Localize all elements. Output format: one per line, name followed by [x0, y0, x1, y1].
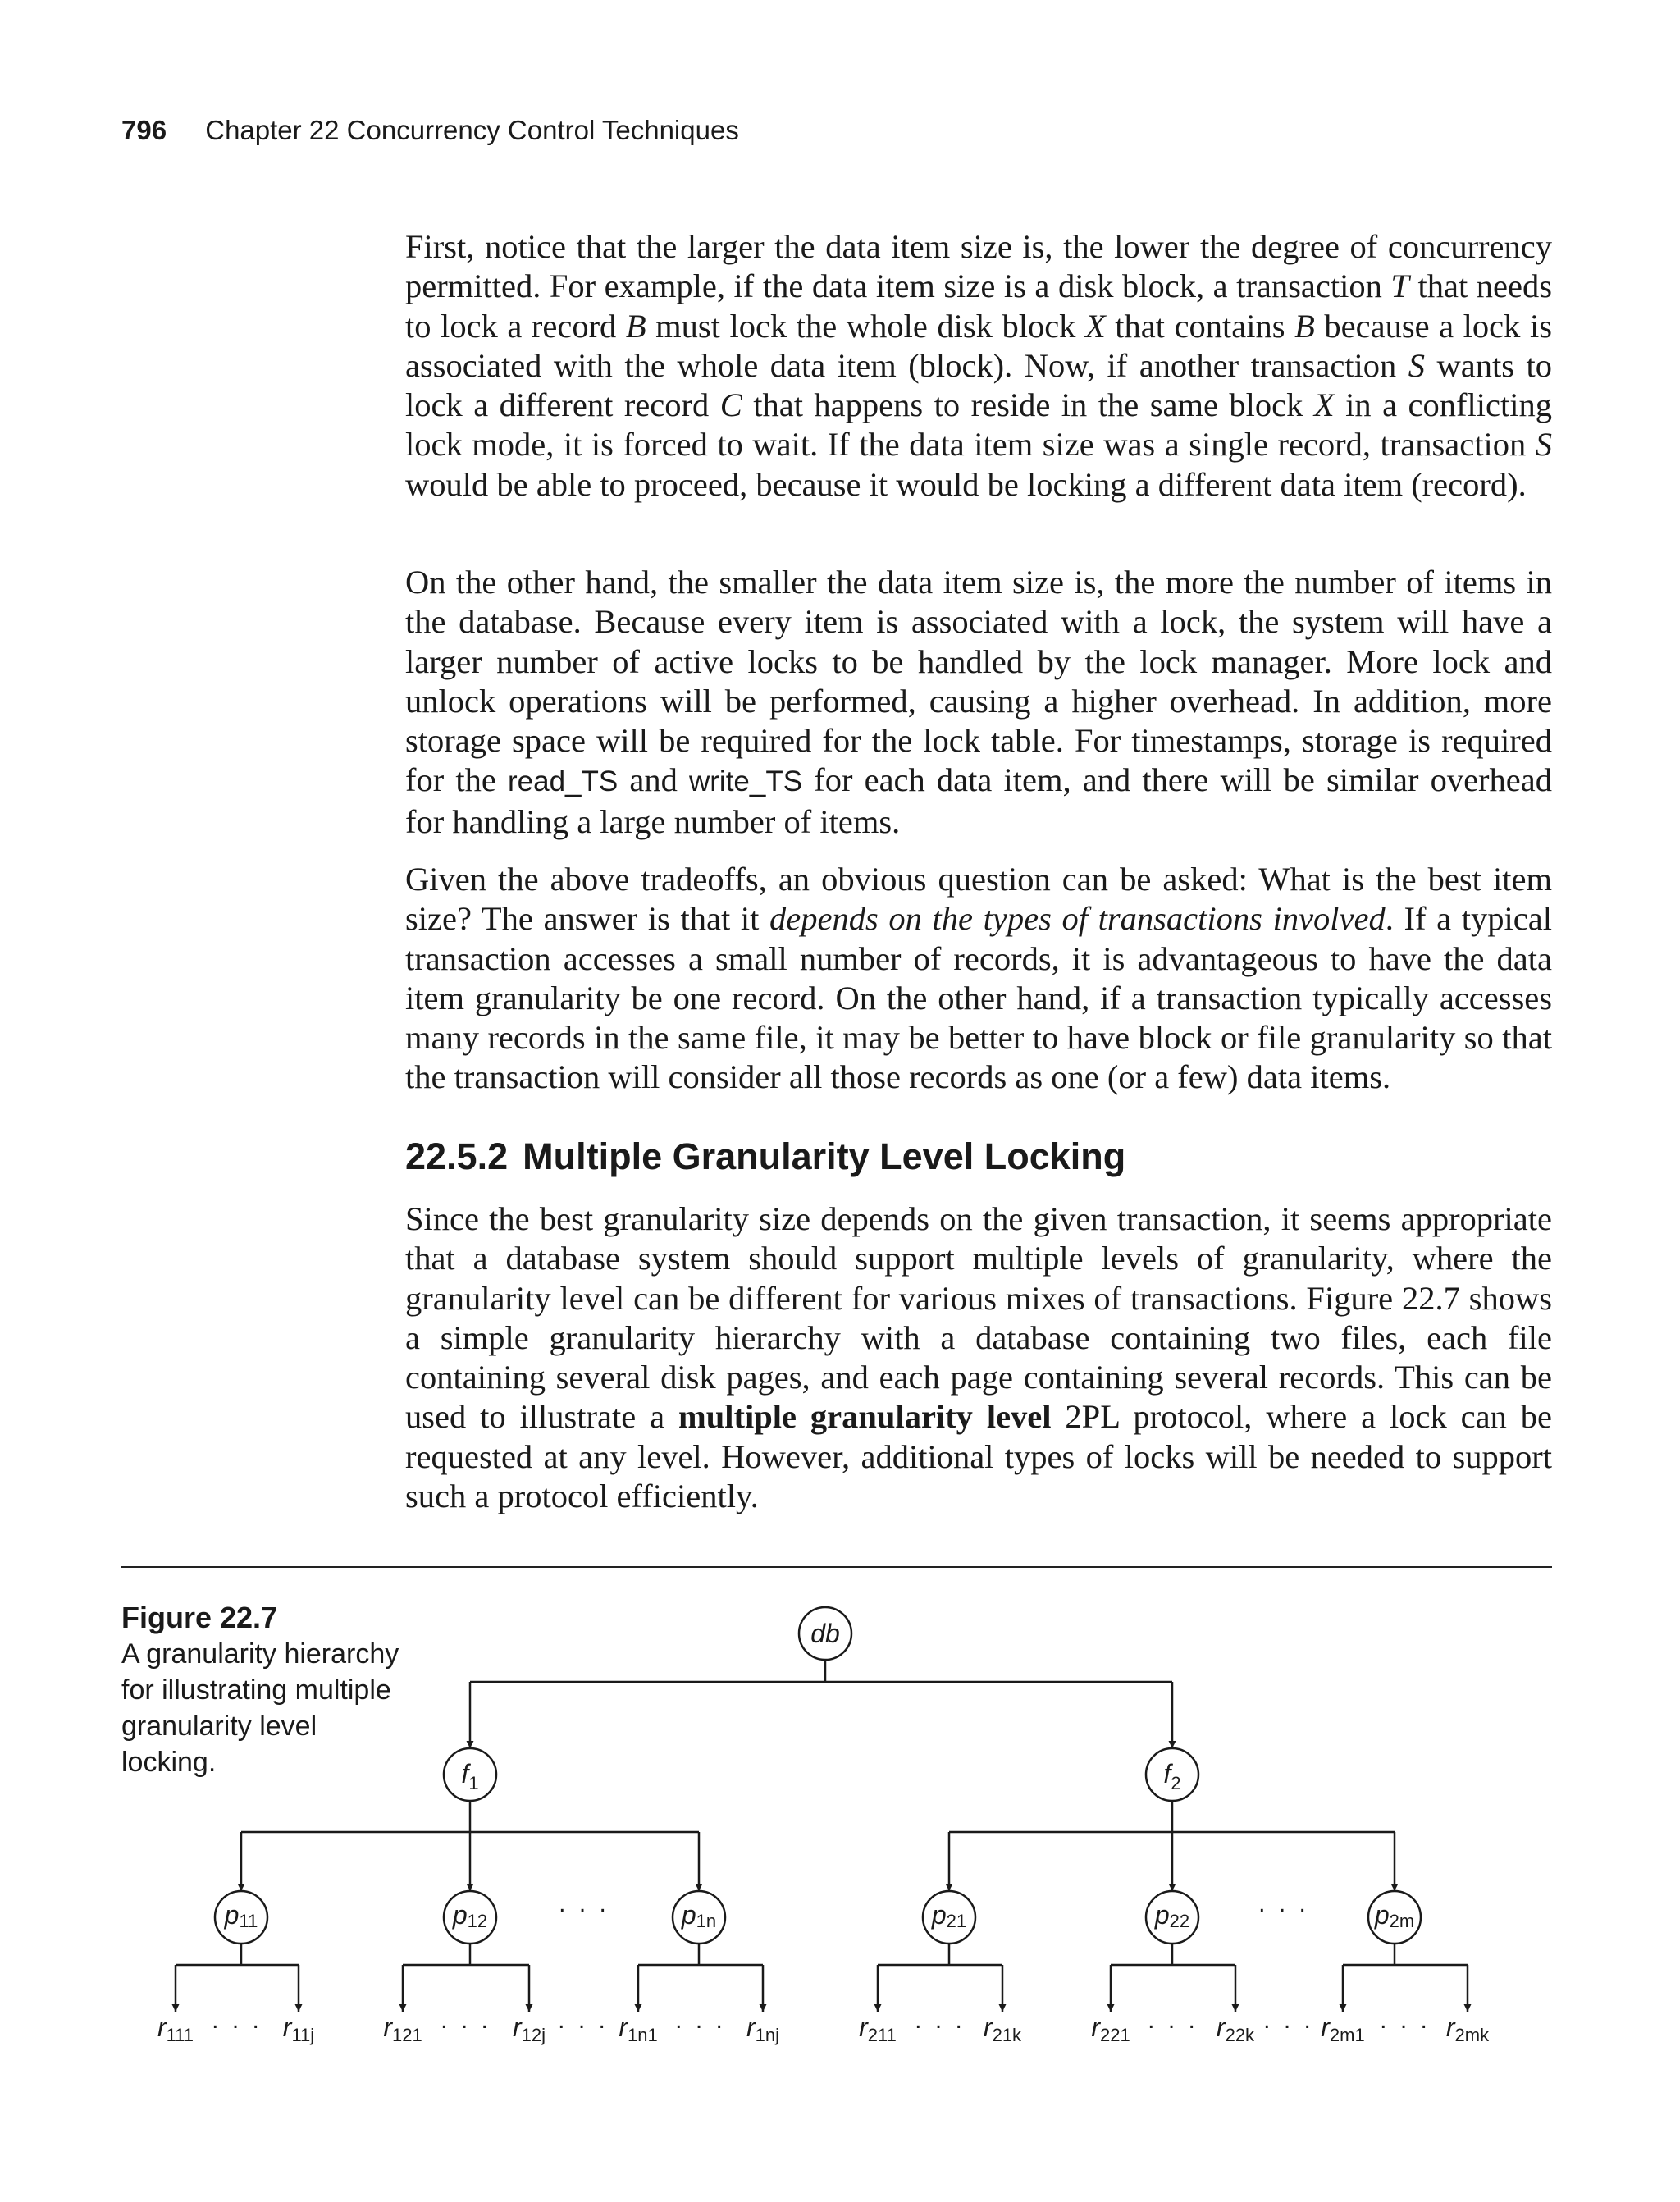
emphasis: depends on the types of transactions involved — [769, 900, 1386, 938]
label-r221: r221 — [1091, 2012, 1130, 2045]
text-run: must lock the whole disk block — [646, 307, 1085, 345]
text-run: that contains — [1105, 307, 1295, 345]
code-read-ts: read_TS — [507, 765, 619, 798]
label-r211: r211 — [859, 2012, 897, 2045]
ellipsis-pages-f2: . . . — [1258, 1890, 1309, 1917]
var-b: B — [1294, 307, 1315, 345]
label-r1n1: r1n1 — [619, 2012, 658, 2045]
var-c: C — [719, 386, 742, 424]
ellipsis-records: . . . — [1148, 2007, 1198, 2034]
text-run: 2PL protocol, where a lock can be requested at any level. However, additional types of locks will be needed to support such a protocol efficiently. — [405, 1398, 1552, 1515]
label-r2mk: r2mk — [1445, 2012, 1490, 2045]
ellipsis-pages-f1: . . . — [559, 1890, 609, 1917]
text-run: and — [618, 761, 689, 799]
label-r121: r121 — [383, 2012, 422, 2045]
var-b: B — [625, 307, 646, 345]
ellipsis-records: . . . — [558, 2007, 609, 2034]
page-number: 796 — [121, 115, 167, 145]
text-run: Since the best granularity size depends on the given transaction, it seems appropriate that a database system should support multiple levels of granularity, where the granularity level can be different for various mixes of transactions. Figure 22.7 shows a simple granularity hierarchy with a database containing two files, each file containing several disk pages, and each page containing several records. This can be used to illustrate a — [405, 1200, 1552, 1436]
bold-term: multiple granularity level — [678, 1398, 1052, 1436]
section-title: Multiple Granularity Level Locking — [523, 1135, 1126, 1177]
label-p21: p21 — [931, 1900, 967, 1931]
ellipsis-records: . . . — [212, 2007, 262, 2034]
text-run: wants to lock a different record — [405, 346, 1552, 424]
label-p11: p11 — [224, 1900, 258, 1931]
section-number: 22.5.2 — [405, 1135, 509, 1177]
label-p1n: p1n — [681, 1900, 717, 1931]
ellipsis-records: . . . — [675, 2007, 726, 2034]
label-r2m1: r2m1 — [1321, 2012, 1365, 2045]
var-x: X — [1313, 386, 1335, 424]
var-x: X — [1084, 307, 1106, 345]
text-run: in a conflicting lock mode, it is forced to wait. If the data item size was a single record, transaction — [405, 386, 1552, 464]
ellipsis-records: . . . — [1263, 2007, 1314, 2034]
var-s: S — [1535, 426, 1552, 464]
ellipsis-records: . . . — [441, 2007, 491, 2034]
figure-description: A granularity hierarchy for illustrating multiple granularity level locking. — [121, 1638, 399, 1778]
ellipsis-records: . . . — [1380, 2007, 1431, 2034]
label-db: db — [810, 1619, 840, 1648]
label-r1nj: r1nj — [746, 2012, 780, 2045]
label-p22: p22 — [1154, 1900, 1190, 1931]
label-p12: p12 — [452, 1900, 488, 1931]
text-run: for each data item, and there will be similar overhead for handling a large number of items. — [405, 761, 1552, 840]
text-run: Given the above tradeoffs, an obvious question can be asked: What is the best item size? The answer is that it — [405, 861, 1552, 938]
figure-label: Figure 22.7 — [121, 1601, 278, 1634]
label-f1: $f_1$ — [461, 1759, 479, 1793]
var-t: T — [1390, 267, 1409, 305]
label-p2m: p2m — [1374, 1900, 1415, 1931]
text-run: that happens to reside in the same block — [742, 386, 1314, 424]
label-r11j: r11j — [282, 2012, 315, 2045]
running-title: Chapter 22 Concurrency Control Techniques — [205, 115, 739, 145]
code-write-ts: write_TS — [689, 765, 803, 798]
label-r22k: r22k — [1216, 2012, 1255, 2045]
text-run: would be able to proceed, because it would be locking a different data item (record). — [405, 465, 1527, 503]
text-run: On the other hand, the smaller the data item size is, the more the number of items in the database. Because every item is associated with a lock, the system will have a larger number of active locks to be handled by the lock manager. More lock and unlock operations will be performed, causing a higher overhead. In addition, more storage space will be required for the lock table. For timestamps, storage is required for the — [405, 564, 1552, 799]
var-s: S — [1408, 346, 1426, 384]
ellipsis-records: . . . — [915, 2007, 966, 2034]
label-f2: $f_2$ — [1163, 1759, 1181, 1793]
text-run: . If a typical transaction accesses a small number of records, it is advantageous to have the data item granularity be one record. On the other hand, if a transaction typically accesses many records in the same file, it may be better to have block or file granularity so that the transaction will consider all those records as one (or a few) data items. — [405, 900, 1552, 1096]
text-run: that needs to lock a record — [405, 267, 1552, 345]
text-run: because a lock is associated with the whole data item (block). Now, if another transaction — [405, 307, 1552, 384]
label-r21k: r21k — [983, 2012, 1022, 2045]
text-run: First, notice that the larger the data item size is, the lower the degree of concurrency permitted. For example, if the data item size is a disk block, a transaction — [405, 228, 1552, 305]
label-r111: r111 — [157, 2012, 194, 2045]
label-r12j: r12j — [512, 2012, 546, 2045]
